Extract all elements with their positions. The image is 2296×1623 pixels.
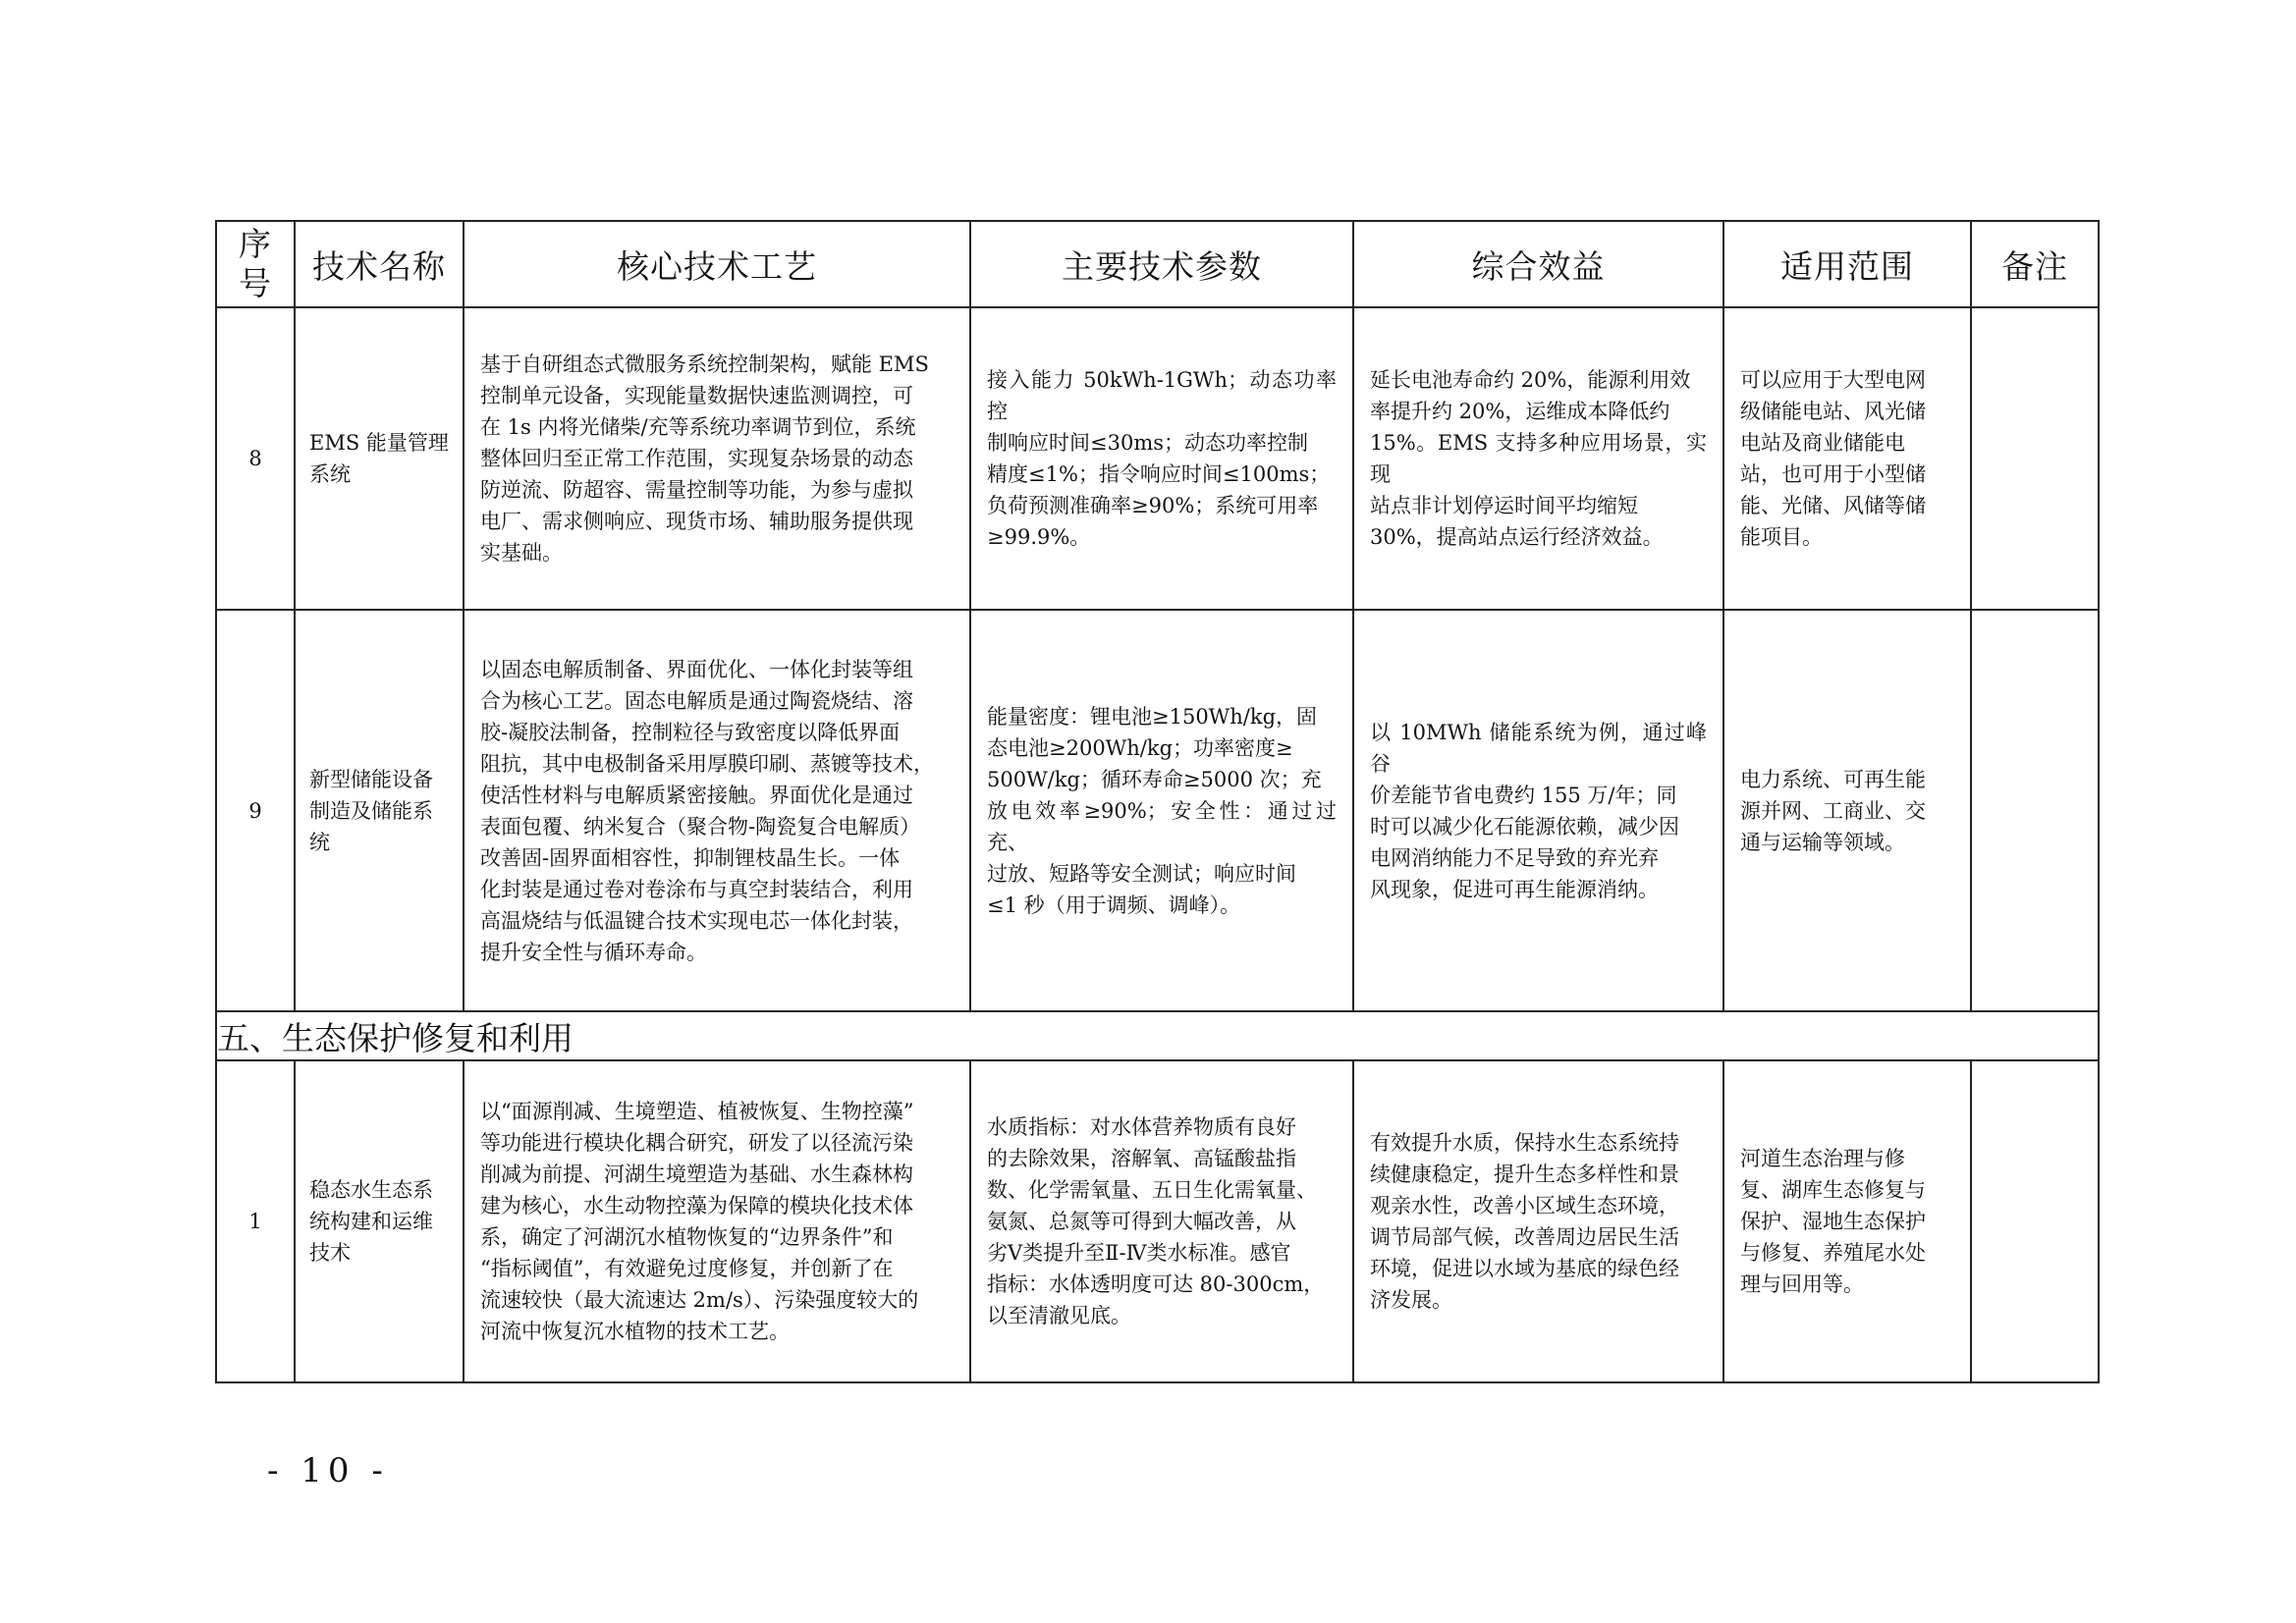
row-params-cell (970, 1060, 1353, 1382)
row-benefits: 以 10MWh 储能系统为例，通过峰谷 价差能节省电费约 155 万/年；同 时可以减少化石能源依赖，减少因 电网消纳能力不足导致的弃光弃 风现象，促进可再生能源消纳。 (1370, 720, 1707, 901)
row-seq: 8 (216, 307, 295, 610)
row-name-cell (295, 307, 464, 610)
row-process-cell (464, 1060, 970, 1382)
row-scope-cell (1723, 1060, 1971, 1382)
row-process-cell (464, 307, 970, 610)
technology-table (215, 220, 2100, 1383)
header-benefits: 综合效益 (1353, 221, 1723, 307)
row-name: EMS 能量管理 系统 (309, 431, 449, 486)
header-seq: 序号 (216, 221, 295, 307)
row-scope: 可以应用于大型电网 级储能电站、风光储 电站及商业储能电 站，也可用于小型储 能、光储、风储等储 能项目。 (1740, 368, 1926, 549)
row-remarks (1971, 1060, 2099, 1382)
table-header-row (216, 221, 2099, 307)
row-params-cell (970, 307, 1353, 610)
row-process: 基于自研组态式微服务系统控制架构，赋能 EMS 控制单元设备，实现能量数据快速监测调控，可 在 1s 内将光储柴/充等系统功率调节到位，系统 整体回归至正常工作范围，实现复杂场景的动态 防逆流、防超容、需量控制等功能，为参与虚拟 电厂、需求侧响应、现货市场、辅助服务提供现 实基础。 (480, 352, 929, 565)
row-process: 以固态电解质制备、界面优化、一体化封装等组 合为核心工艺。固态电解质是通过陶瓷烧结、溶 胶-凝胶法制备，控制粒径与致密度以降低界面 阻抗，其中电极制备采用厚膜印刷、蒸镀等技术， 使活性材料与电解质紧密接触。界面优化是通过 表面包覆、纳米复合（聚合物-陶瓷复合电解质） 改善固-固界面相容性，抑制锂枝晶生长。一体 化封装是通过卷对卷涂布与真空封装结合，利用 高温烧结与低温键合技术实现电芯一体化封装， 提升安全性与循环寿命。 (480, 657, 934, 964)
section-title: 五、生态保护修复和利用 (216, 1011, 2099, 1060)
row-benefits: 延长电池寿命约 20%，能源利用效 率提升约 20%，运维成本降低约 15%。EMS 支持多种应用场景，实现 站点非计划停运时间平均缩短 30%，提高站点运行经济效益。 (1370, 368, 1707, 549)
row-seq: 1 (216, 1060, 295, 1382)
row-process: 以“面源削减、生境塑造、植被恢复、生物控藻” 等功能进行模块化耦合研究，研发了以径流污染 削减为前提、河湖生境塑造为基础、水生森林构 建为核心，水生动物控藻为保障的模块化技术体 系，确定了河湖沉水植物恢复的“边界条件”和 “指标阈值”，有效避免过度修复，并创新了在 流速较快（最大流速达 2m/s）、污染强度较大的 河流中恢复沉水植物的技术工艺。 (480, 1100, 919, 1343)
row-remarks (1971, 610, 2099, 1011)
header-params: 主要技术参数 (970, 221, 1353, 307)
row-name-cell (295, 610, 464, 1011)
row-scope-cell (1723, 610, 1971, 1011)
table-row (216, 307, 2099, 610)
table-row (216, 1060, 2099, 1382)
row-scope: 河道生态治理与修 复、湖库生态修复与 保护、湿地生态保护 与修复、养殖尾水处 理与回用等。 (1740, 1147, 1926, 1296)
section-heading-row (216, 1011, 2099, 1060)
header-name: 技术名称 (295, 221, 464, 307)
row-scope-cell (1723, 307, 1971, 610)
row-remarks (1971, 307, 2099, 610)
row-name: 新型储能设备 制造及储能系 统 (309, 767, 433, 854)
row-name: 稳态水生态系 统构建和运维 技术 (309, 1178, 433, 1265)
row-benefits-cell (1353, 307, 1723, 610)
row-params: 水质指标：对水体营养物质有良好 的去除效果，溶解氧、高锰酸盐指 数、化学需氧量、五日生化需氧量、 氨氮、总氮等可得到大幅改善，从 劣Ⅴ类提升至Ⅱ-Ⅳ类水标准。感官 指标：水体透明度可达 80-300cm， 以至清澈见底。 (987, 1115, 1325, 1327)
row-benefits-cell (1353, 1060, 1723, 1382)
header-remarks: 备注 (1971, 221, 2099, 307)
header-scope: 适用范围 (1723, 221, 1971, 307)
row-process-cell (464, 610, 970, 1011)
row-scope: 电力系统、可再生能 源并网、工商业、交 通与运输等领域。 (1740, 767, 1926, 854)
row-name-cell (295, 1060, 464, 1382)
row-params: 能量密度：锂电池≥150Wh/kg，固 态电池≥200Wh/kg；功率密度≥ 500W/kg；循环寿命≥5000 次；充 放电效率≥90%；安全性：通过过充、 过放、短路等安全测试；响应时间 ≤1 秒（用于调频、调峰）。 (987, 704, 1337, 917)
row-benefits-cell (1353, 610, 1723, 1011)
page-number: - 10 - (267, 1451, 389, 1490)
row-params: 接入能力 50kWh-1GWh；动态功率控 制响应时间≤30ms；动态功率控制 精度≤1%；指令响应时间≤100ms； 负荷预测准确率≥90%；系统可用率 ≥99.9%。 (987, 368, 1337, 549)
row-params-cell (970, 610, 1353, 1011)
table-row (216, 610, 2099, 1011)
row-benefits: 有效提升水质，保持水生态系统持 续健康稳定，提升生态多样性和景 观亲水性，改善小区域生态环境， 调节局部气候，改善周边居民生活 环境，促进以水域为基底的绿色经 济发展。 (1370, 1131, 1679, 1312)
row-seq: 9 (216, 610, 295, 1011)
header-process: 核心技术工艺 (464, 221, 970, 307)
